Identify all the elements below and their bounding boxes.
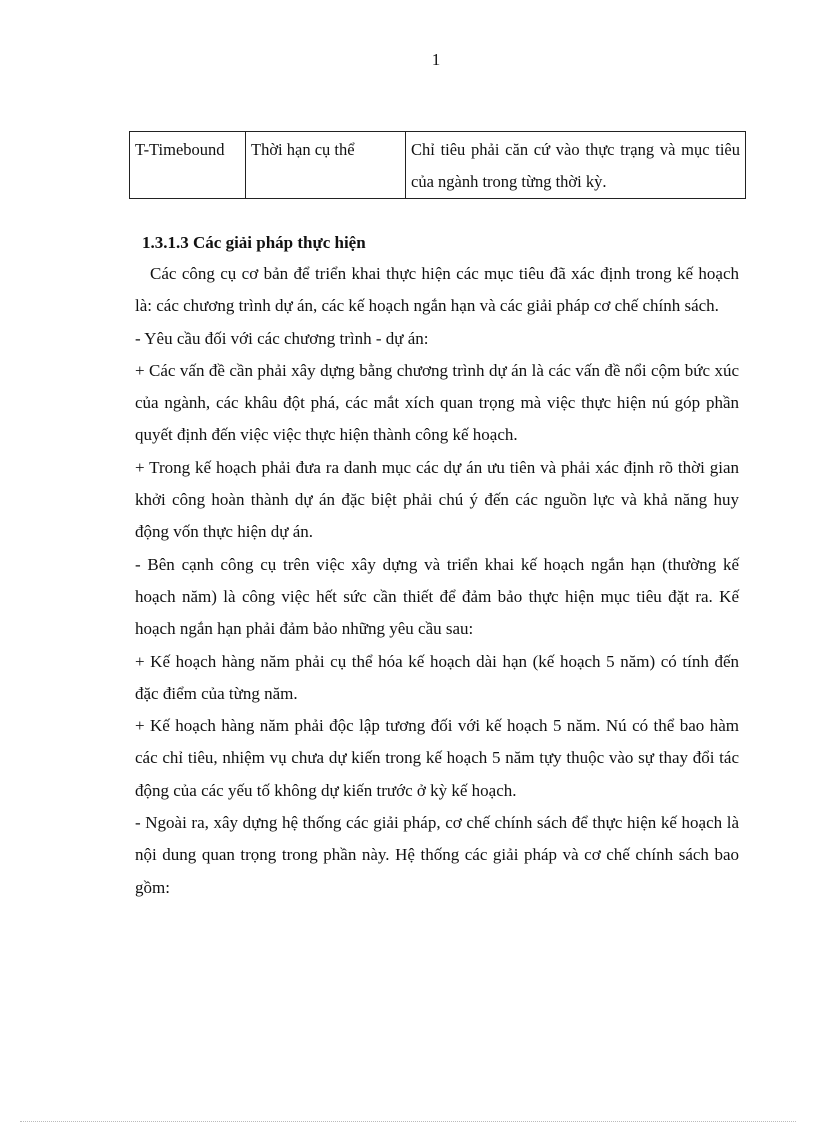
paragraph-intro: Các công cụ cơ bản để triển khai thực hiện các mục tiêu đã xác định trong kế hoạch là: các chương trình dự án, các kế hoạch ngắn hạn và các giải pháp cơ chế chính sách. bbox=[135, 264, 739, 316]
paragraph-short-term-plans: - Bên cạnh công cụ trên việc xây dựng và triển khai kế hoạch ngắn hạn (thường kế hoạch năm) là công việc hết sức cần thiết để đảm bảo thực hiện mục tiêu đặt ra. Kế hoạch ngắn hạn phải đảm bảo những yêu cầu sau: bbox=[135, 554, 739, 639]
paragraph-annual-plan-independence: + Kế hoạch hàng năm phải độc lập tương đối với kế hoạch 5 năm. Nú có thể bao hàm các chỉ tiêu, nhiệm vụ chưa dự kiến trong kế hoạch 5 năm tựy thuộc vào sự thay đổi tác động của các yếu tố không dự kiến trước ở kỳ kế hoạch. bbox=[135, 716, 739, 800]
criterion-name-cell: Thời hạn cụ thể bbox=[246, 132, 406, 199]
paragraph-project-requirements: - Yêu cầu đối với các chương trình - dự án: bbox=[135, 328, 429, 348]
paragraph-priority-projects: + Trong kế hoạch phải đưa ra danh mục các dự án ưu tiên và phải xác định rõ thời gian khởi công hoàn thành dự án đặc biệt phải chú ý đến các nguồn lực và khả năng huy động vốn thực hiện dự án. bbox=[135, 457, 739, 542]
paragraph-annual-plan-concretize: + Kế hoạch hàng năm phải cụ thể hóa kế hoạch dài hạn (kế hoạch 5 năm) có tính đến đặc điểm của từng năm. bbox=[135, 651, 739, 703]
criterion-description-cell: Chỉ tiêu phải căn cứ vào thực trạng và mục tiêu của ngành trong từng thời kỳ. bbox=[406, 132, 746, 199]
section-content bbox=[135, 229, 739, 904]
criterion-code-cell: T-Timebound bbox=[130, 132, 246, 199]
paragraph-policy-mechanisms: - Ngoài ra, xây dựng hệ thống các giải pháp, cơ chế chính sách để thực hiện kế hoạch là nội dung quan trọng trong phần này. Hệ thống các giải pháp và cơ chế chính sách bao gồm: bbox=[135, 813, 739, 897]
page-bottom-divider bbox=[20, 1121, 796, 1122]
table-row bbox=[130, 132, 746, 199]
paragraph-project-issues: + Các vấn đề cần phải xây dựng bằng chương trình dự án là các vấn đề nổi cộm bức xúc của ngành, các khâu đột phá, các mắt xích quan trọng mà việc thực hiện nú góp phần quyết định đến việc việc thực hiện thành công kế hoạch. bbox=[135, 360, 739, 445]
page-number: 1 bbox=[431, 50, 441, 69]
criteria-table bbox=[129, 131, 746, 199]
section-heading: 1.3.1.3 Các giải pháp thực hiện bbox=[142, 233, 366, 252]
